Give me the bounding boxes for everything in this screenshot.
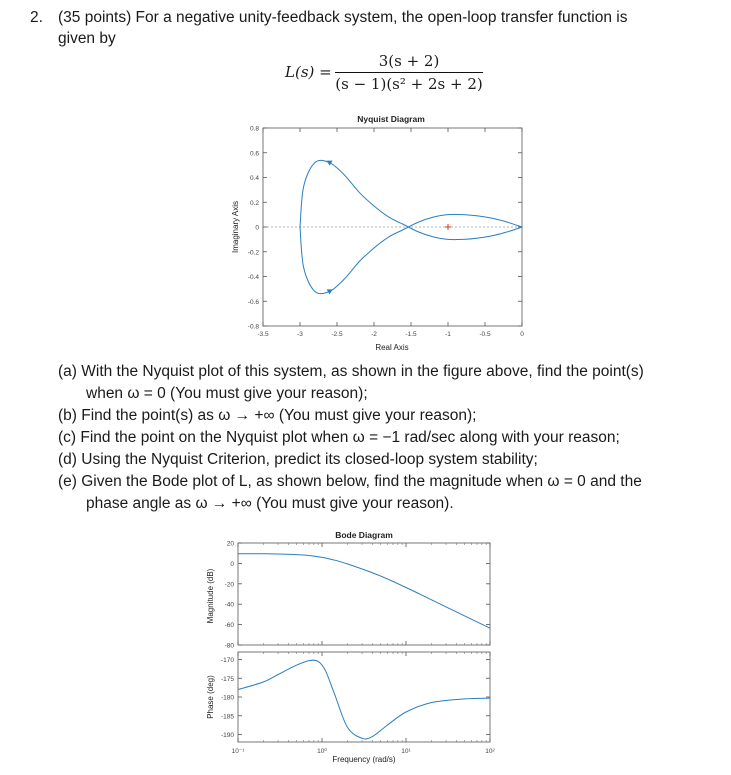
bode-phase-axes-box <box>238 652 490 742</box>
question-a-line1: (a) With the Nyquist plot of this system, as shown in the figure above, find the point(s) <box>58 363 644 380</box>
bode-phase-ytick-label: -190 <box>220 732 234 739</box>
bode-chart <box>0 515 731 775</box>
bode-xtick-label: 10⁰ <box>317 748 327 755</box>
nyquist-ytick-label: -0.6 <box>247 298 259 306</box>
nyquist-xtick-label: -2.5 <box>331 331 343 338</box>
nyquist-xtick-label: -1.5 <box>405 331 417 338</box>
bode-title: Bode Diagram <box>335 530 393 540</box>
nyquist-ytick-label: 0.8 <box>249 125 259 133</box>
bode-magnitude-axes-box <box>238 543 490 645</box>
bode-xtick-label: 10¹ <box>401 748 411 755</box>
nyquist-xtick-label: 0 <box>520 331 524 338</box>
bode-mag-ytick-label: 20 <box>226 540 234 548</box>
problem-number: 2. <box>30 9 43 26</box>
nyquist-ytick-label: -0.8 <box>247 323 259 331</box>
nyquist-title: Nyquist Diagram <box>357 114 425 124</box>
bode-phase-curve <box>238 660 490 739</box>
problem-intro-line1: (35 points) For a negative unity-feedback system, the open-loop transfer function is <box>58 9 628 26</box>
bode-mag-ytick-label: 0 <box>230 560 234 568</box>
question-c: (c) Find the point on the Nyquist plot when ω = −1 rad/sec along with your reason; <box>58 429 620 446</box>
nyquist-branch-2 <box>300 214 522 293</box>
nyquist-ytick-label: 0.2 <box>249 199 259 207</box>
nyquist-xlabel: Real Axis <box>375 343 409 352</box>
bode-phase-ylabel: Phase (deg) <box>206 675 215 719</box>
transfer-function-denominator: (s − 1)(s² + 2s + 2) <box>335 75 483 93</box>
bode-mag-ytick-label: -60 <box>224 622 234 630</box>
nyquist-ytick-label: -0.2 <box>247 249 259 257</box>
question-d: (d) Using the Nyquist Criterion, predict its closed-loop system stability; <box>58 451 538 468</box>
nyquist-xtick-label: -1 <box>445 331 451 338</box>
question-e-line1: (e) Given the Bode plot of L, as shown below, find the magnitude when ω = 0 and the <box>58 473 642 490</box>
transfer-function-numerator: 3(s + 2) <box>378 52 440 70</box>
bode-mag-ytick-label: -80 <box>224 642 234 650</box>
nyquist-ytick-label: 0 <box>255 224 259 232</box>
question-e-line2: phase angle as ω → +∞ (You must give your reason). <box>86 495 454 512</box>
nyquist-ytick-label: -0.4 <box>247 274 259 281</box>
nyquist-chart <box>0 0 731 360</box>
bode-mag-ytick-label: -20 <box>224 581 234 589</box>
bode-phase-ytick-label: -175 <box>220 675 234 683</box>
bode-xtick-label: 10⁻¹ <box>231 748 245 755</box>
nyquist-direction-arrow <box>327 161 333 166</box>
bode-magnitude-ylabel: Magnitude (dB) <box>206 568 215 624</box>
bode-phase-ytick-label: -180 <box>220 694 234 702</box>
question-a-line2: when ω = 0 (You must give your reason); <box>86 385 368 402</box>
nyquist-xtick-label: -2 <box>371 331 377 338</box>
problem-intro-line2: given by <box>58 30 116 47</box>
nyquist-ylabel: Imaginary Axis <box>231 200 240 254</box>
bode-mag-ytick-label: -40 <box>224 601 234 609</box>
nyquist-ytick-label: 0.6 <box>249 150 259 158</box>
bode-phase-ytick-label: -170 <box>220 657 234 664</box>
nyquist-xtick-label: -0.5 <box>479 331 491 338</box>
nyquist-branch-1 <box>300 160 522 239</box>
question-b: (b) Find the point(s) as ω → +∞ (You must give your reason); <box>58 407 477 424</box>
nyquist-xtick-label: -3.5 <box>257 331 269 338</box>
bode-phase-ytick-label: -185 <box>220 713 234 721</box>
bode-xtick-label: 10² <box>485 748 495 755</box>
nyquist-xtick-label: -3 <box>297 331 303 338</box>
transfer-function-lhs: L(s) = <box>285 63 332 81</box>
nyquist-ytick-label: 0.4 <box>249 175 259 182</box>
bode-xlabel: Frequency (rad/s) <box>332 755 396 764</box>
bode-magnitude-curve <box>238 554 490 629</box>
